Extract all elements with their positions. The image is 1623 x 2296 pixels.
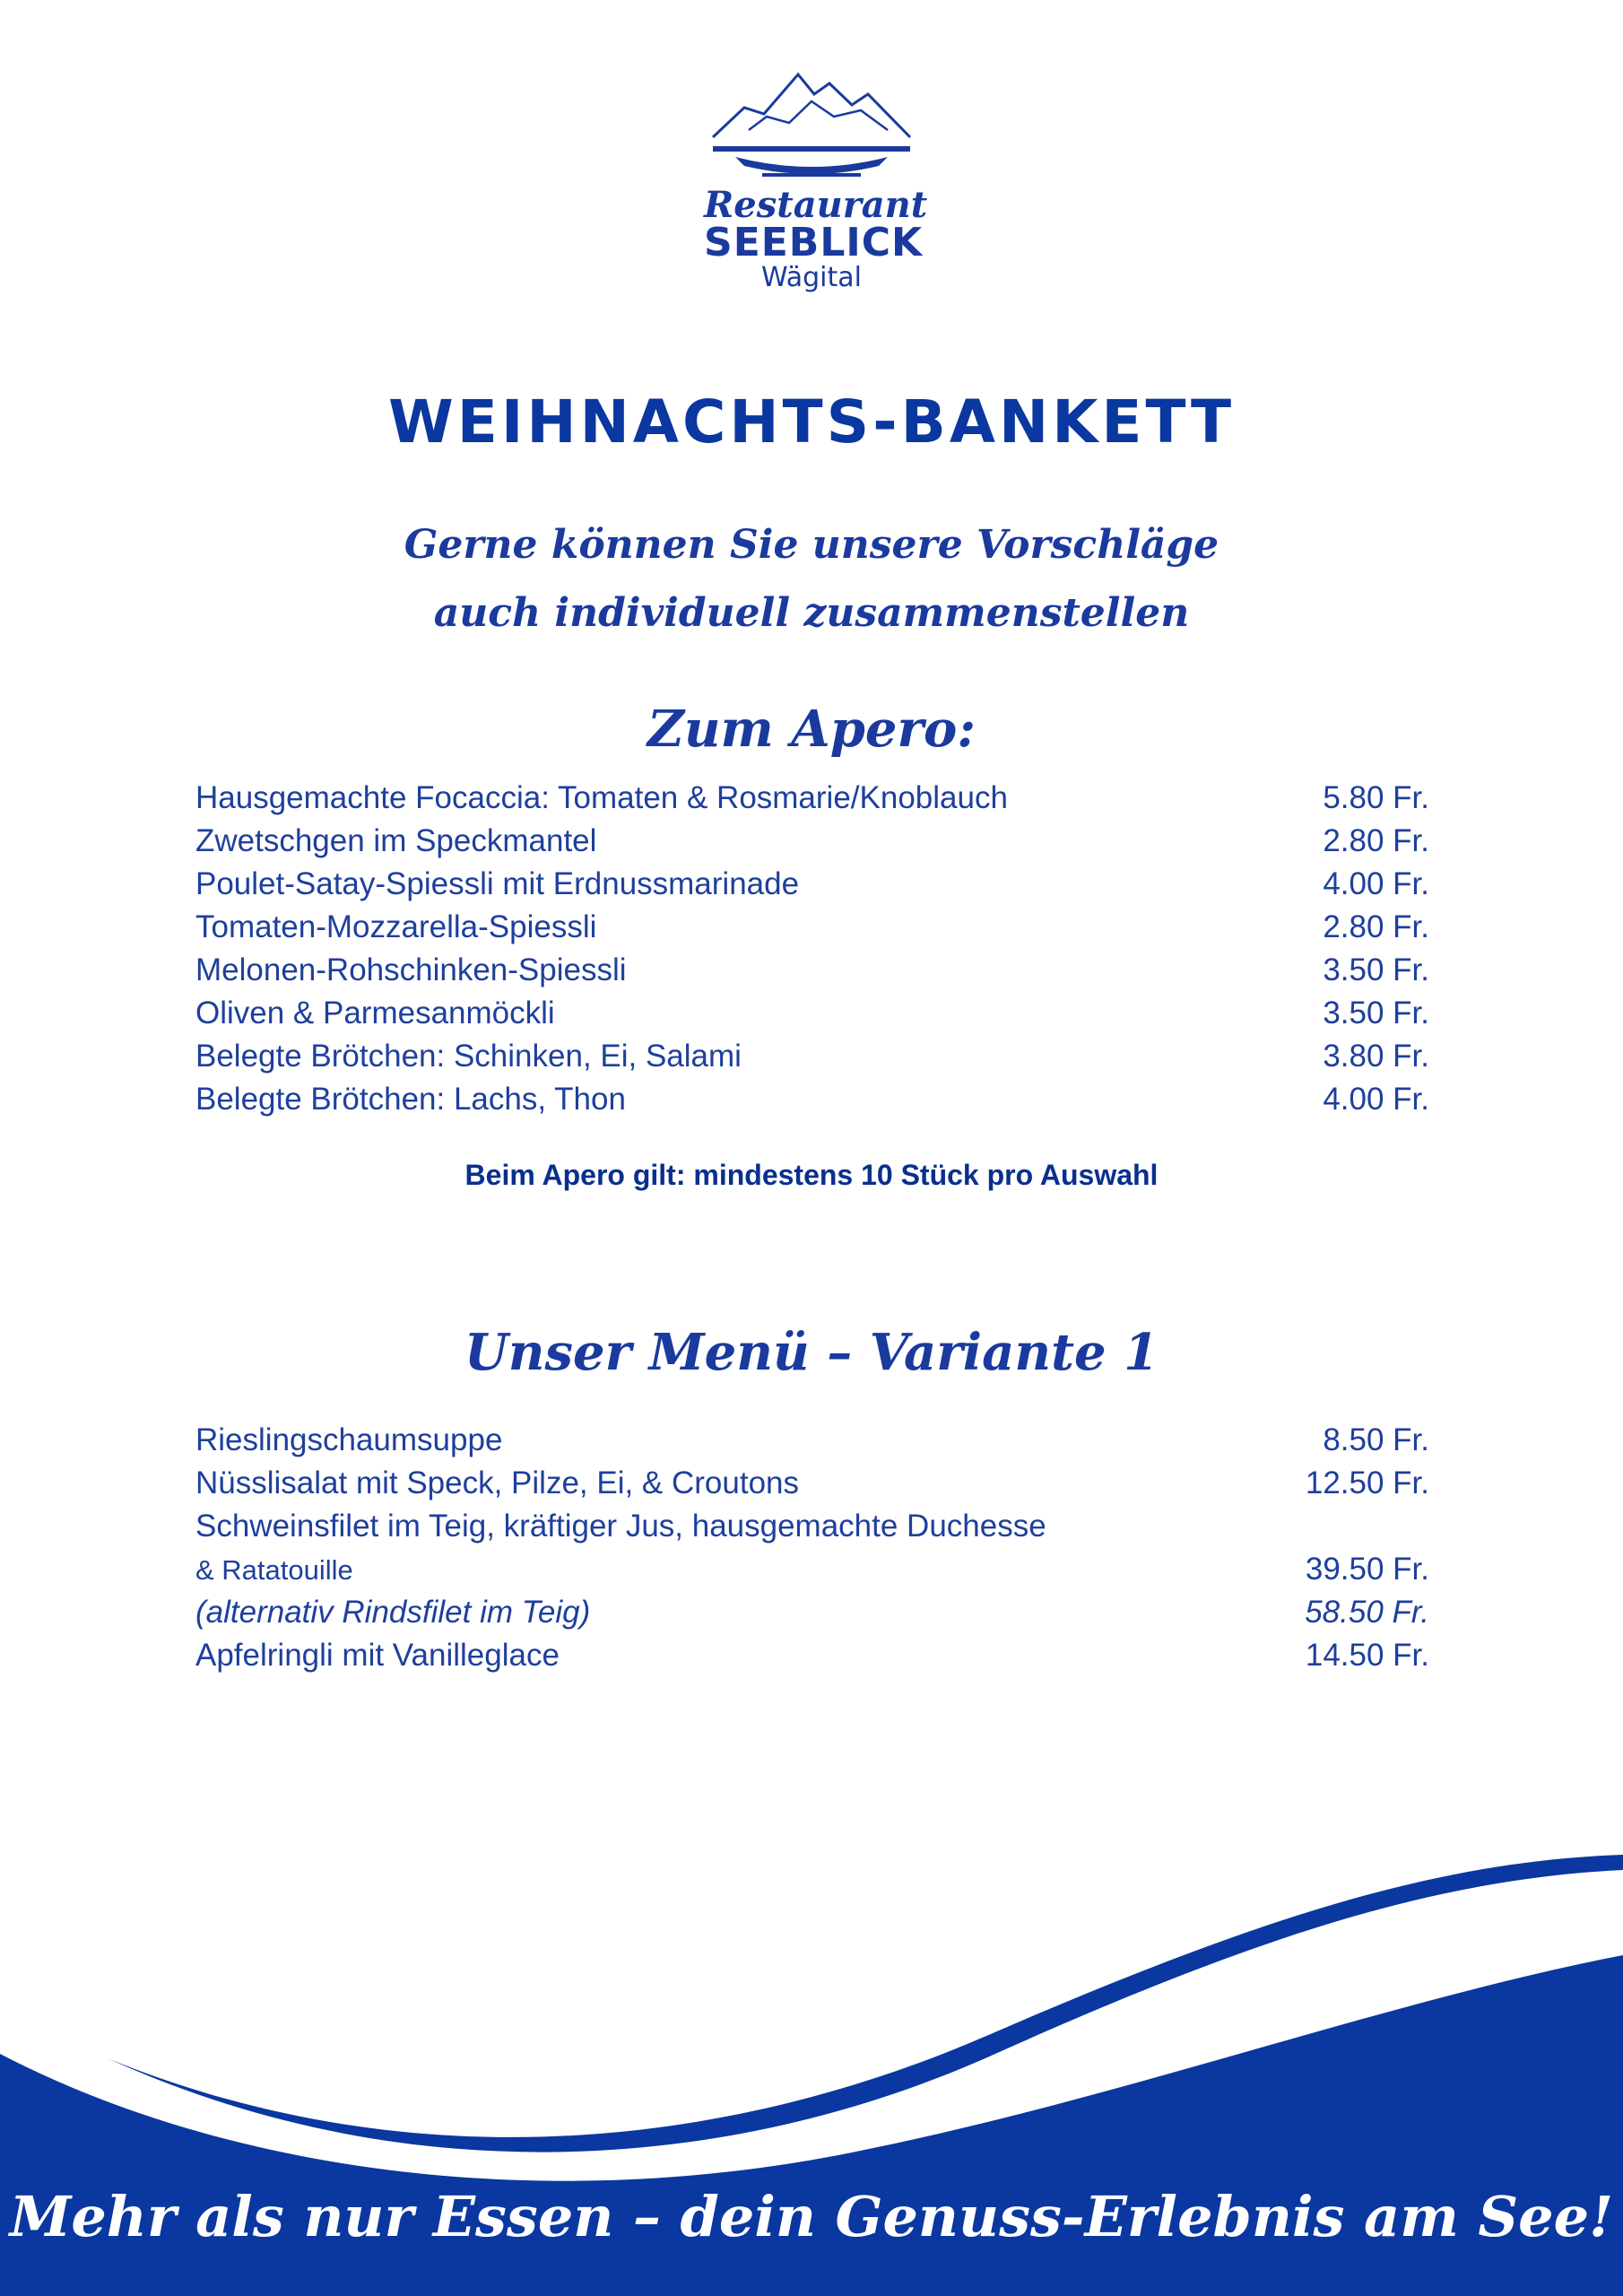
item-price: 2.80 Fr. (1323, 823, 1429, 858)
item-price: 12.50 Fr. (1305, 1465, 1429, 1500)
apero-heading: Zum Apero: (647, 700, 976, 759)
list-item (195, 780, 1429, 823)
list-item (195, 952, 1429, 996)
item-price: 5.80 Fr. (1323, 780, 1429, 815)
restaurant-logo (704, 67, 928, 300)
item-name: & Ratatouille (195, 1554, 353, 1586)
item-price: 8.50 Fr. (1323, 1422, 1429, 1457)
logo-script-text: Restaurant (704, 184, 928, 226)
list-item (195, 1509, 1429, 1552)
item-name: Zwetschgen im Speckmantel (195, 823, 597, 858)
list-item (195, 1465, 1429, 1509)
item-price: 58.50 Fr. (1305, 1595, 1429, 1630)
logo-name: SEEBLICK (704, 220, 924, 265)
item-price: 3.50 Fr. (1323, 952, 1429, 987)
footer-slogan: Mehr als nur Essen – dein Genuss-Erlebnis am See! (9, 2184, 1614, 2249)
item-price: 14.50 Fr. (1305, 1638, 1429, 1673)
menu-list (195, 1422, 1429, 1681)
page-title: WEIHNACHTS-BANKETT (387, 387, 1236, 457)
item-price: 3.50 Fr. (1323, 996, 1429, 1031)
subtitle-line-2: auch individuell zusammenstellen (433, 590, 1190, 636)
list-item (195, 1595, 1429, 1638)
logo-place: Wägital (761, 262, 862, 293)
list-item (195, 1082, 1429, 1125)
item-price: 4.00 Fr. (1323, 866, 1429, 901)
item-name: Schweinsfilet im Teig, kräftiger Jus, hausgemachte Duchesse (195, 1509, 1046, 1544)
item-name: (alternativ Rindsfilet im Teig) (195, 1595, 591, 1630)
item-name: Nüsslisalat mit Speck, Pilze, Ei, & Croutons (195, 1465, 800, 1500)
item-price: 3.80 Fr. (1323, 1039, 1429, 1074)
item-name: Tomaten-Mozzarella-Spiessli (195, 909, 597, 944)
item-name: Hausgemachte Focaccia: Tomaten & Rosmarie/Knoblauch (195, 780, 1008, 815)
item-price: 2.80 Fr. (1323, 909, 1429, 944)
list-item (195, 996, 1429, 1039)
subtitle (0, 511, 1623, 648)
list-item (195, 1638, 1429, 1681)
item-name: Oliven & Parmesanmöckli (195, 996, 555, 1031)
list-item (195, 909, 1429, 952)
menu-heading: Unser Menü – Variante 1 (464, 1323, 1159, 1382)
item-name: Belegte Brötchen: Schinken, Ei, Salami (195, 1039, 742, 1074)
item-price: 39.50 Fr. (1305, 1552, 1429, 1587)
item-name: Apfelringli mit Vanilleglace (195, 1638, 560, 1673)
list-item (195, 1039, 1429, 1082)
item-name: Rieslingschaumsuppe (195, 1422, 503, 1457)
list-item (195, 866, 1429, 909)
list-item (195, 1552, 1429, 1595)
item-name: Melonen-Rohschinken-Spiessli (195, 952, 627, 987)
list-item (195, 823, 1429, 866)
subtitle-line-1: Gerne können Sie unsere Vorschläge (404, 522, 1219, 568)
mountain-lake-icon (708, 67, 915, 184)
list-item (195, 1422, 1429, 1465)
item-price: 4.00 Fr. (1323, 1082, 1429, 1117)
apero-list (195, 780, 1429, 1125)
item-name: Belegte Brötchen: Lachs, Thon (195, 1082, 626, 1117)
apero-note: Beim Apero gilt: mindestens 10 Stück pro Auswahl (464, 1159, 1159, 1191)
item-name: Poulet-Satay-Spiessli mit Erdnussmarinade (195, 866, 800, 901)
